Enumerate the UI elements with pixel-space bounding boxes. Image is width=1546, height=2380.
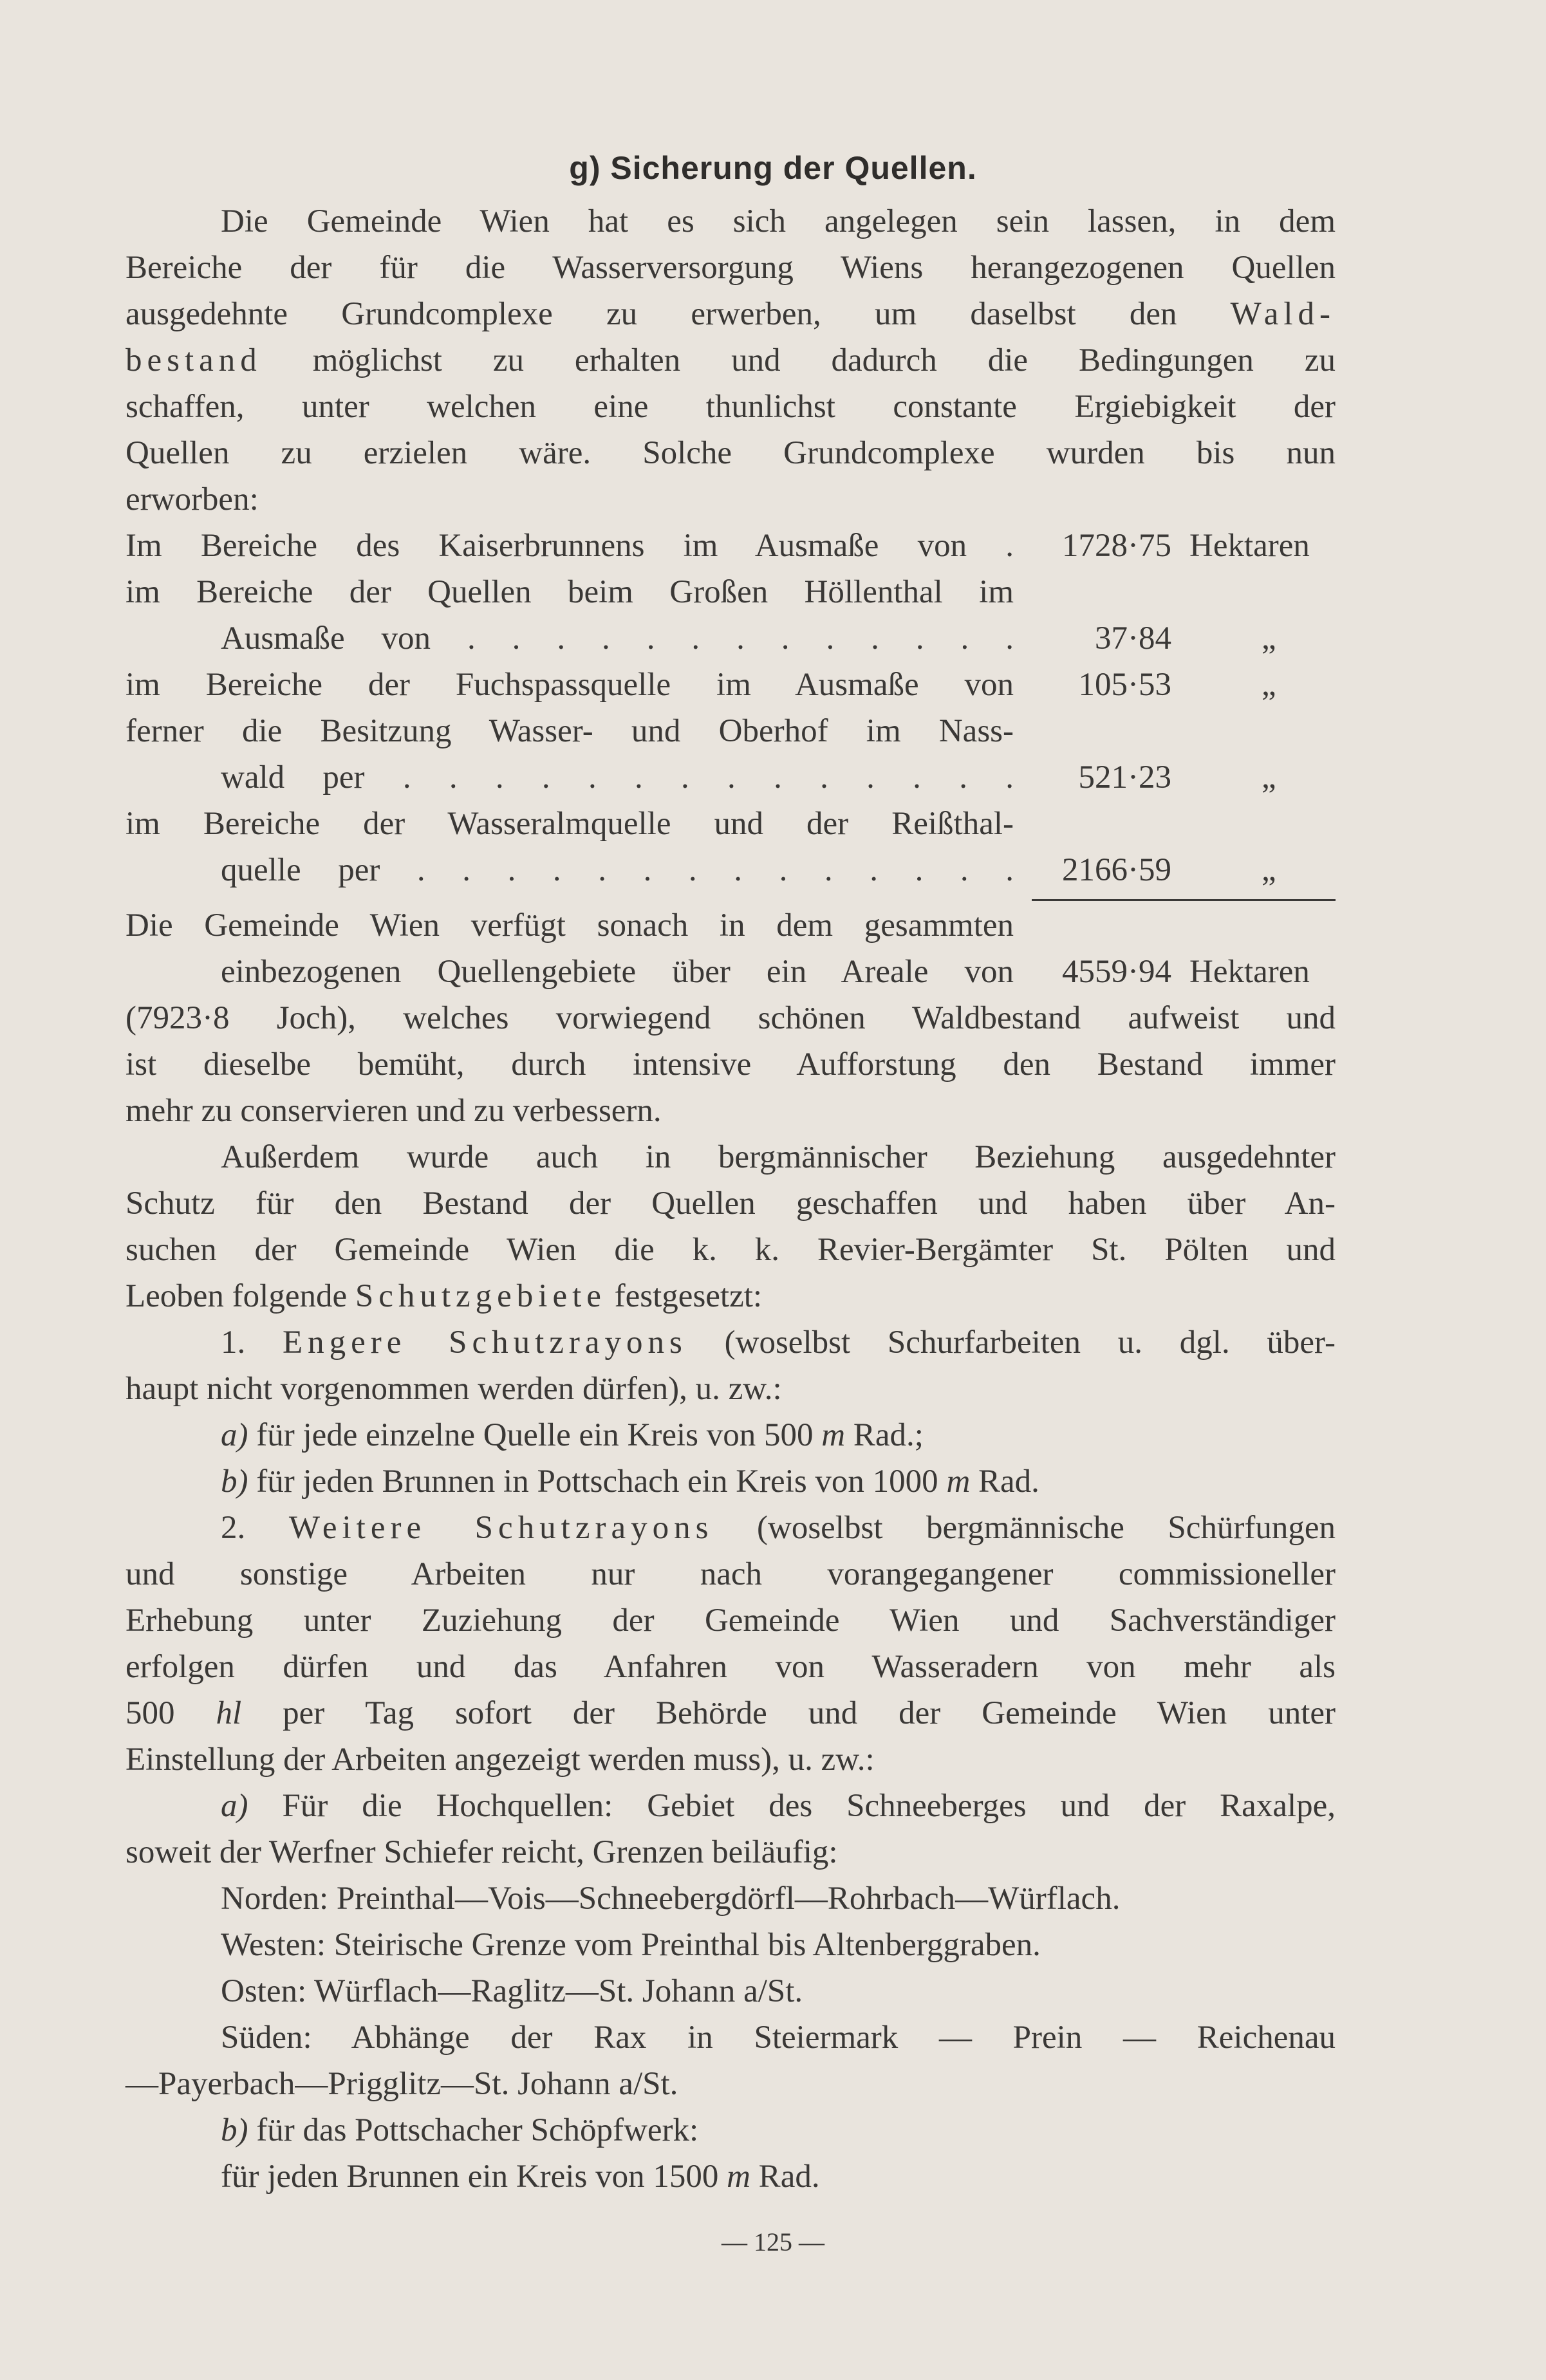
text-line: für jeden Brunnen ein Kreis von 1500 m Rad. [221,2159,820,2195]
table-row-value: 521·23 [1078,759,1171,795]
sum-rule [1032,899,1336,901]
section-heading: g) Sicherung der Quellen. [569,150,977,186]
text-line: erfolgen dürfen und das Anfahren von Wasseradern von mehr als [126,1649,1336,1685]
border-line: Osten: Würflach—Raglitz—St. Johann a/St. [221,1973,803,2009]
text-line: (7923·8 Joch), welches vorwiegend schönen Waldbestand aufweist und [126,1000,1336,1036]
spaced-word: Schutzgebiete [355,1278,606,1314]
list-subitem: b) für jeden Brunnen in Pottschach ein Kreis von 1000 m Rad. [221,1464,1039,1500]
text-line: Schutz für den Bestand der Quellen geschaffen und haben über An- [126,1185,1336,1222]
list-subitem: a) für jede einzelne Quelle ein Kreis von 500 m Rad.; [221,1417,924,1453]
text-line: Bereiche der für die Wasserversorgung Wiens herangezogenen Quellen [126,250,1336,286]
text-line: Außerdem wurde auch in bergmännischer Beziehung ausgedehnter [221,1139,1336,1175]
page-number: — 125 — [722,2227,824,2256]
spaced-word: Wald- [1230,296,1336,332]
table-row-value: 105·53 [1078,667,1171,703]
text-line: 500 hl per Tag sofort der Behörde und der Gemeinde Wien unter [126,1695,1336,1731]
border-line: Süden: Abhänge der Rax in Steiermark — Prein — Reichenau [221,2020,1336,2056]
table-row-label: wald per . . . . . . . . . . . . . . [221,759,1014,795]
table-row-unit: Hektaren [1189,528,1310,564]
table-row-value: 1728·75 [1062,528,1171,564]
total-label: einbezogenen Quellengebiete über ein Areale von [221,954,1014,990]
table-row-value: 2166·59 [1062,852,1171,888]
table-row-label: quelle per . . . . . . . . . . . . . . [221,852,1014,888]
table-row-label: Im Bereiche des Kaiserbrunnens im Ausmaße von . [126,528,1014,564]
table-row-label: ferner die Besitzung Wasser- und Oberhof im Nass- [126,713,1014,749]
text-line: suchen der Gemeinde Wien die k. k. Revier-Bergämter St. Pölten und [126,1232,1336,1268]
list-subitem: b) für das Pottschacher Schöpfwerk: [221,2112,699,2148]
text-line: schaffen, unter welchen eine thunlichst constante Ergiebigkeit der [126,389,1336,425]
text-line: soweit der Werfner Schiefer reicht, Grenzen beiläufig: [126,1834,838,1870]
ditto-mark: „ [1262,852,1276,888]
ditto-mark: „ [1262,759,1276,795]
table-row-label: im Bereiche der Quellen beim Großen Höllenthal im [126,574,1014,610]
text-line: bestand möglichst zu erhalten und dadurch die Bedingungen zu [126,342,1336,378]
text-line: haupt nicht vorgenommen werden dürfen), u. zw.: [126,1371,782,1407]
text-line: und sonstige Arbeiten nur nach vorangegangener commissioneller [126,1556,1336,1592]
total-label: Die Gemeinde Wien verfügt sonach in dem gesammten [126,907,1014,944]
text-line: ausgedehnte Grundcomplexe zu erwerben, um daselbst den Wald- [126,296,1336,332]
border-line: —Payerbach—Prigglitz—St. Johann a/St. [126,2066,678,2102]
border-line: Westen: Steirische Grenze vom Preinthal bis Altenberggraben. [221,1927,1041,1963]
text-line: mehr zu conservieren und zu verbessern. [126,1093,662,1129]
border-line: Norden: Preinthal—Vois—Schneebergdörfl—Rohrbach—Würflach. [221,1881,1121,1917]
text-line: Leoben folgende Schutzgebiete festgesetzt: [126,1278,763,1314]
text-line: Quellen zu erzielen wäre. Solche Grundcomplexe wurden bis nun [126,435,1336,471]
table-row-label: im Bereiche der Wasseralmquelle und der Reißthal- [126,806,1014,842]
text-line: Die Gemeinde Wien hat es sich angelegen sein lassen, in dem [221,203,1336,239]
spaced-word: Weitere Schutzrayons [288,1510,714,1546]
ditto-mark: „ [1262,620,1276,656]
list-item: 2. Weitere Schutzrayons (woselbst bergmännische Schürfungen [221,1510,1336,1546]
list-item: 1. Engere Schutzrayons (woselbst Schurfarbeiten u. dgl. über- [221,1325,1336,1361]
table-row-label: im Bereiche der Fuchspassquelle im Ausmaße von [126,667,1014,703]
ditto-mark: „ [1262,667,1276,703]
table-row-value: 37·84 [1095,620,1171,656]
list-subitem: a) Für die Hochquellen: Gebiet des Schneeberges und der Raxalpe, [221,1788,1336,1824]
text-line: Einstellung der Arbeiten angezeigt werden muss), u. zw.: [126,1742,875,1778]
text-line: erworben: [126,481,259,517]
total-value: 4559·94 [1062,954,1171,990]
text-line: Erhebung unter Zuziehung der Gemeinde Wien und Sachverständiger [126,1603,1336,1639]
table-row-label: Ausmaße von . . . . . . . . . . . . . [221,620,1014,656]
total-unit: Hektaren [1189,954,1310,990]
spaced-word: bestand [126,342,262,378]
spaced-word: Engere Schutzrayons [282,1325,687,1361]
text-line: ist dieselbe bemüht, durch intensive Aufforstung den Bestand immer [126,1046,1336,1083]
